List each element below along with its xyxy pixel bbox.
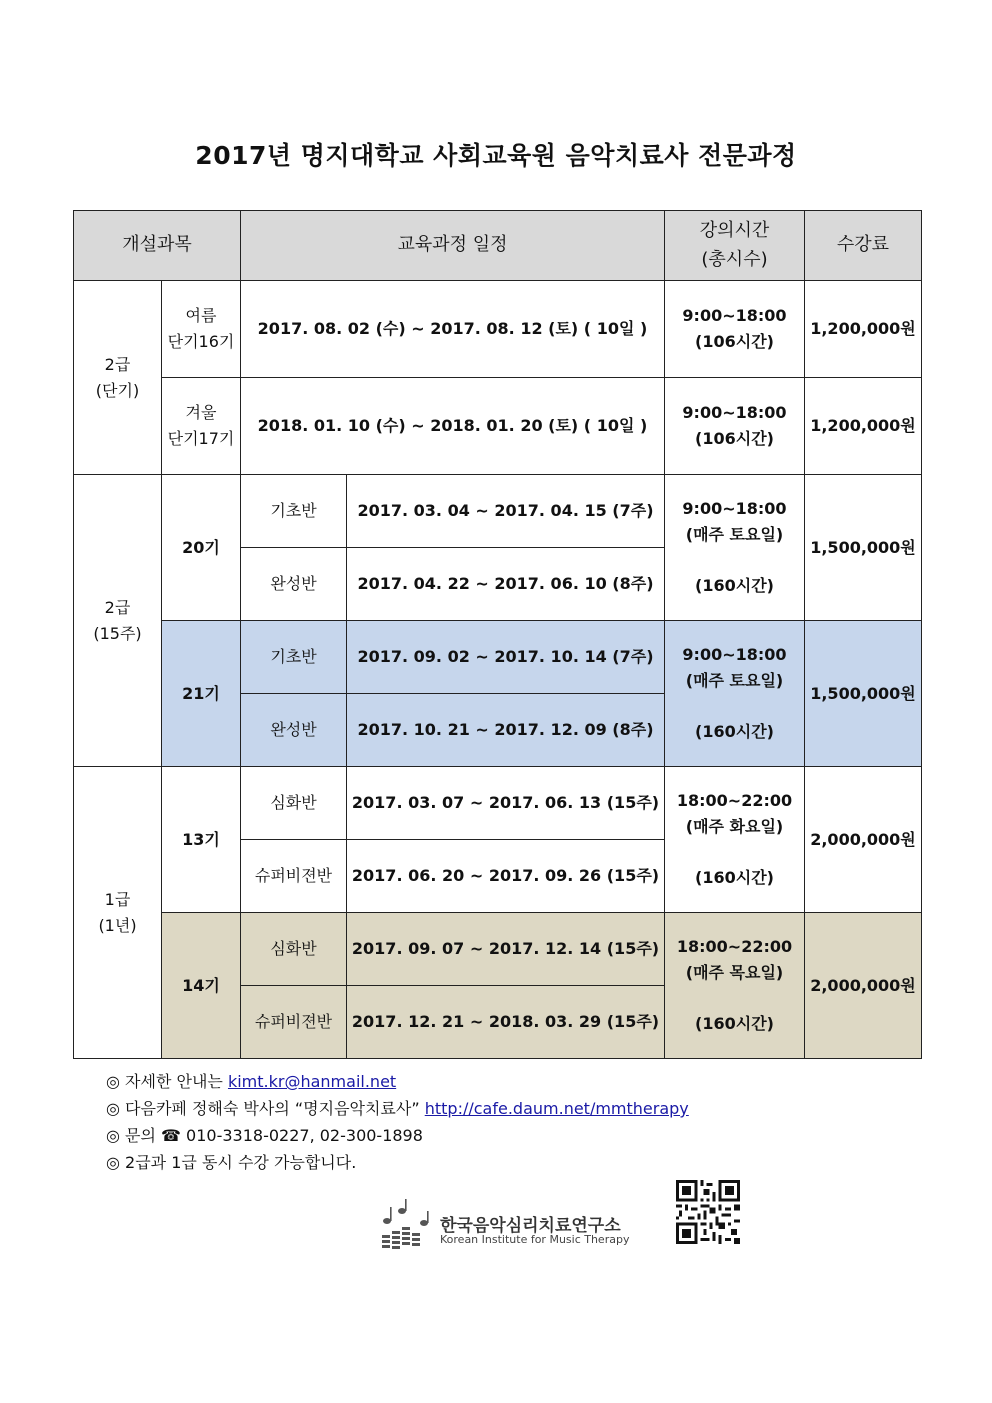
qr-code-icon[interactable] xyxy=(676,1180,740,1244)
cafe-link[interactable]: http://cafe.daum.net/mmtherapy xyxy=(424,1099,689,1118)
table-row xyxy=(74,475,922,548)
header-time: 강의시간 (총시수) xyxy=(665,211,805,281)
class-cell: 심화반 xyxy=(241,767,347,840)
time-cell: 9:00~18:00 (매주 토요일) (160시간) xyxy=(665,621,805,767)
header-schedule: 교육과정 일정 xyxy=(241,211,665,281)
class-cell: 기초반 xyxy=(241,475,347,548)
logo-name-korean: 한국음악심리치료연구소 xyxy=(440,1216,621,1236)
fee-cell: 2,000,000원 xyxy=(805,767,922,913)
term-cell: 20기 xyxy=(162,475,241,621)
grade-cell: 1급 (1년) xyxy=(74,767,162,1059)
time-cell: 18:00~22:00 (매주 화요일) (160시간) xyxy=(665,767,805,913)
page-title: 2017년 명지대학교 사회교육원 음악치료사 전문과정 xyxy=(195,141,797,170)
class-cell: 완성반 xyxy=(241,694,347,767)
schedule-table xyxy=(73,210,922,1059)
table-row xyxy=(74,281,922,378)
table-row xyxy=(74,767,922,840)
grade-cell: 2급 (단기) xyxy=(74,281,162,475)
notes xyxy=(106,1068,689,1176)
schedule-cell: 2017. 06. 20 ~ 2017. 09. 26 (15주) xyxy=(347,840,665,913)
time-cell: 9:00~18:00 (106시간) xyxy=(665,378,805,475)
schedule-cell: 2017. 12. 21 ~ 2018. 03. 29 (15주) xyxy=(347,986,665,1059)
fee-cell: 1,200,000원 xyxy=(805,281,922,378)
schedule-cell: 2017. 03. 04 ~ 2017. 04. 15 (7주) xyxy=(347,475,665,548)
schedule-cell: 2017. 03. 07 ~ 2017. 06. 13 (15주) xyxy=(347,767,665,840)
header-fee: 수강료 xyxy=(805,211,922,281)
term-cell: 여름 단기16기 xyxy=(162,281,241,378)
note-contact: ◎ 문의 ☎ 010-3318-0227, 02-300-1898 xyxy=(106,1126,423,1145)
term-cell: 14기 xyxy=(162,913,241,1059)
schedule-cell: 2017. 09. 02 ~ 2017. 10. 14 (7주) xyxy=(347,621,665,694)
note-email: ◎ 자세한 안내는 kimt.kr@hanmail.net xyxy=(106,1072,397,1091)
fee-cell: 1,200,000원 xyxy=(805,378,922,475)
logo-name-english: Korean Institute for Music Therapy xyxy=(440,1233,630,1246)
table-row xyxy=(74,913,922,986)
table-row xyxy=(74,378,922,475)
header-course: 개설과목 xyxy=(74,211,241,281)
class-cell: 슈퍼비젼반 xyxy=(241,986,347,1059)
class-cell: 심화반 xyxy=(241,913,347,986)
note-cafe: ◎ 다음카페 정해숙 박사의 “명지음악치료사” http://cafe.daum.net/mmtherapy xyxy=(106,1099,689,1118)
term-cell: 21기 xyxy=(162,621,241,767)
time-cell: 9:00~18:00 (매주 토요일) (160시간) xyxy=(665,475,805,621)
term-cell: 겨울 단기17기 xyxy=(162,378,241,475)
time-cell: 18:00~22:00 (매주 목요일) (160시간) xyxy=(665,913,805,1059)
schedule-cell: 2018. 01. 10 (수) ~ 2018. 01. 20 (토) ( 10일 ) xyxy=(241,378,665,475)
institute-logo xyxy=(380,1197,630,1249)
class-cell: 완성반 xyxy=(241,548,347,621)
schedule-cell: 2017. 09. 07 ~ 2017. 12. 14 (15주) xyxy=(347,913,665,986)
time-cell: 9:00~18:00 (106시간) xyxy=(665,281,805,378)
email-link[interactable]: kimt.kr@hanmail.net xyxy=(227,1072,397,1091)
music-notes-icon xyxy=(380,1197,436,1249)
grade-cell: 2급 (15주) xyxy=(74,475,162,767)
table-header-row xyxy=(74,211,922,281)
fee-cell: 2,000,000원 xyxy=(805,913,922,1059)
fee-cell: 1,500,000원 xyxy=(805,621,922,767)
schedule-cell: 2017. 10. 21 ~ 2017. 12. 09 (8주) xyxy=(347,694,665,767)
class-cell: 슈퍼비젼반 xyxy=(241,840,347,913)
class-cell: 기초반 xyxy=(241,621,347,694)
table-row xyxy=(74,621,922,694)
term-cell: 13기 xyxy=(162,767,241,913)
schedule-cell: 2017. 08. 02 (수) ~ 2017. 08. 12 (토) ( 10일 ) xyxy=(241,281,665,378)
fee-cell: 1,500,000원 xyxy=(805,475,922,621)
schedule-cell: 2017. 04. 22 ~ 2017. 06. 10 (8주) xyxy=(347,548,665,621)
note-enrollment: ◎ 2급과 1급 동시 수강 가능합니다. xyxy=(106,1153,357,1172)
